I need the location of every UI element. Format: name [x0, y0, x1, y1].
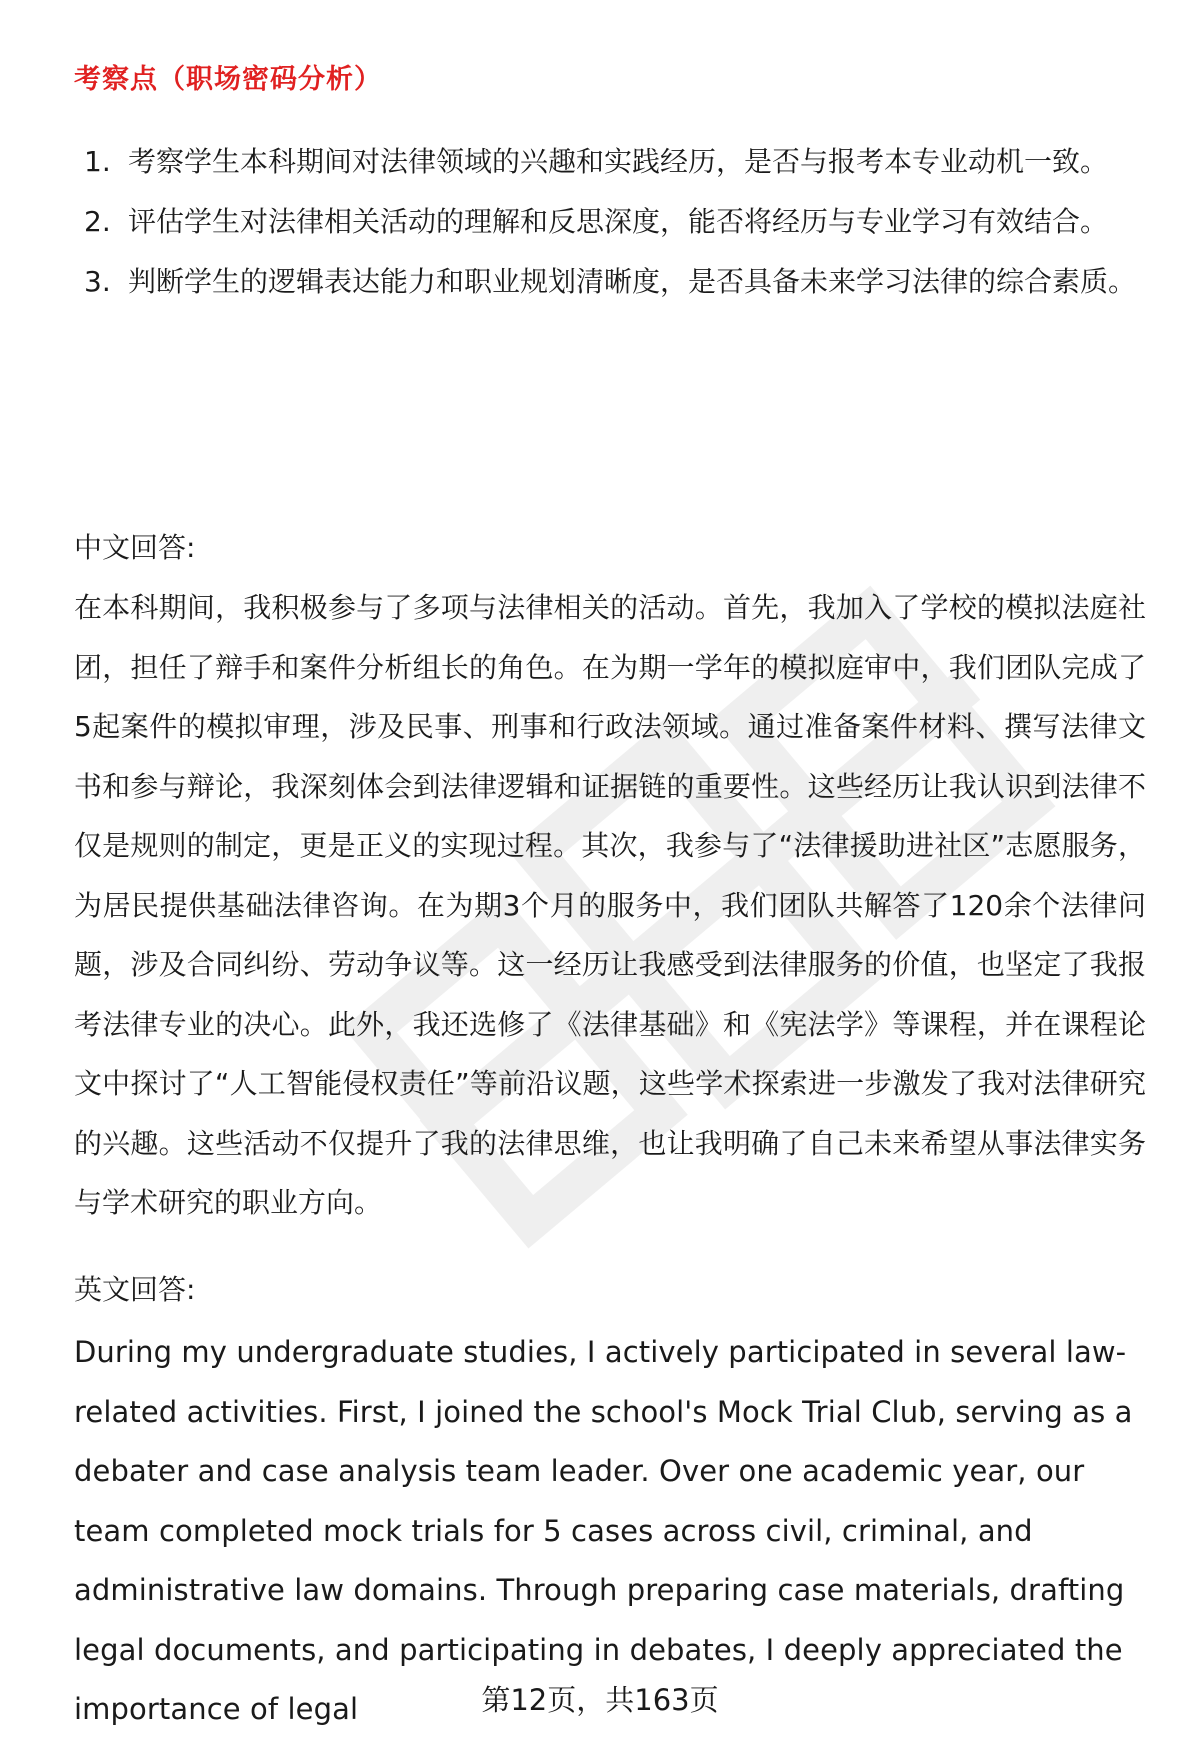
english-answer-text: During my undergraduate studies, I actively participated in several law-related activities. First, I joined the school's Mock Trial Club, serving as a debater and case analysis team leader. Over one academic year, our team completed mock trials for 5 cases across civil, criminal, and administrative law domains. Through preparing case materials, drafting legal documents, and participating in debates, I deeply appreciated the importance of legal — [74, 1335, 1133, 1726]
list-text: 评估学生对法律相关活动的理解和反思深度，能否将经历与专业学习有效结合。 — [128, 205, 1109, 238]
list-item — [74, 252, 1144, 312]
list-item — [74, 132, 1144, 192]
chinese-answer-text: 在本科期间，我积极参与了多项与法律相关的活动。首先，我加入了学校的模拟法庭社团，担任了辩手和案件分析组长的角色。在为期一学年的模拟庭审中，我们团队完成了5起案件的模拟审理，涉及民事、刑事和行政法领域。通过准备案件材料、撰写法律文书和参与辩论，我深刻体会到法律逻辑和证据链的重要性。这些经历让我认识到法律不仅是规则的制定，更是正义的实现过程。其次，我参与了“法律援助进社区”志愿服务，为居民提供基础法律咨询。在为期3个月的服务中，我们团队共解答了120余个法律问题，涉及合同纠纷、劳动争议等。这一经历让我感受到法律服务的价值，也坚定了我报考法律专业的决心。此外，我还选修了《法律基础》和《宪法学》等课程，并在课程论文中探讨了“人工智能侵权责任”等前沿议题，这些学术探索进一步激发了我对法律研究的兴趣。这些活动不仅提升了我的法律思维，也让我明确了自己未来希望从事法律实务与学术研究的职业方向。 — [74, 591, 1146, 1219]
page-footer: 第12页，共163页 — [481, 1683, 719, 1717]
list-item — [74, 192, 1144, 252]
assessment-points-list — [74, 132, 1144, 312]
chinese-answer-label: 中文回答: — [74, 531, 196, 564]
list-number: 3. — [84, 265, 111, 298]
list-text: 考察学生本科期间对法律领域的兴趣和实践经历，是否与报考本专业动机一致。 — [128, 145, 1109, 178]
list-number: 1. — [84, 145, 111, 178]
list-text: 判断学生的逻辑表达能力和职业规划清晰度，是否具备未来学习法律的综合素质。 — [128, 265, 1137, 298]
page-heading: 考察点（职场密码分析） — [74, 64, 382, 95]
list-number: 2. — [84, 205, 111, 238]
english-answer-label: 英文回答: — [74, 1273, 196, 1306]
